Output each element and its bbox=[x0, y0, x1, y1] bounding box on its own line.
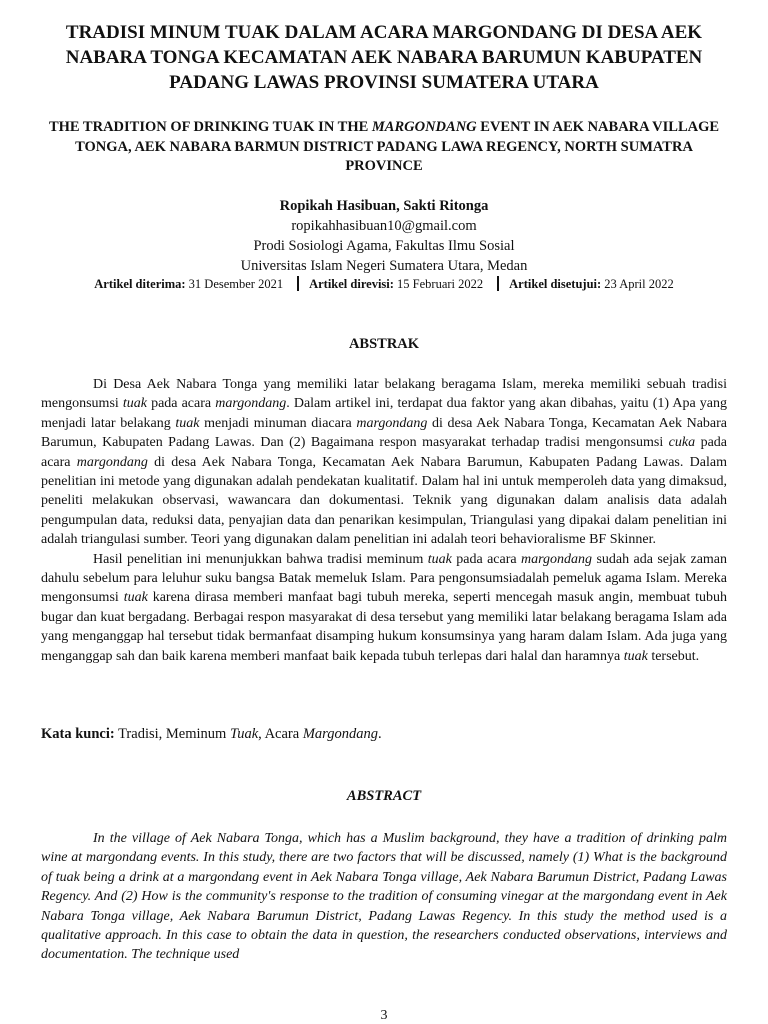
text-run: menjadi minuman diacara bbox=[199, 415, 357, 431]
italic-term: tuak bbox=[123, 590, 148, 606]
italic-term: margondang bbox=[76, 454, 148, 470]
text-run: di desa Aek Nabara Tonga, Kecamatan Aek Nabara Barumun, Kabupaten Padang Lawas. Dan (2) Bagaimana respon masyarakat terhadap tradisi mengonsumsi bbox=[41, 415, 727, 451]
text-run: Tradisi, Meminum bbox=[114, 726, 230, 742]
italic-term: tuak bbox=[427, 551, 452, 567]
text-run: tersebut. bbox=[647, 648, 700, 664]
author-university: Universitas Islam Negeri Sumatera Utara, Medan bbox=[240, 258, 528, 274]
abstrak-paragraph-2 bbox=[41, 550, 727, 666]
text-run: pada acara bbox=[41, 435, 727, 470]
abstract-body bbox=[41, 829, 727, 965]
keywords-line bbox=[41, 724, 727, 744]
italic-term: tuak bbox=[175, 415, 200, 431]
abstrak-heading: ABSTRAK bbox=[348, 336, 420, 352]
author-department: Prodi Sosiologi Agama, Fakultas Ilmu Sosial bbox=[253, 238, 515, 254]
italic-term: margondang bbox=[521, 551, 593, 567]
text-run: . Dalam artikel ini, terdapat dua faktor yang akan dibahas, yaitu (1) Apa yang menjadi latar belakang bbox=[41, 396, 727, 431]
italic-term: Margondang bbox=[302, 726, 379, 742]
abstract-paragraph-1: In the village of Aek Nabara Tonga, which has a Muslim background, they have a tradition of drinking palm wine at margondang events. In this study, there are two factors that will be discussed, namely (1) What is the background of tuak being a drink at a margondang event in Aek Nabara Tonga village, Aek Nabara Barumun District, Padang Lawas Regency. And (2) How is the community's response to the tradition of consuming vinegar at the margondang event in Aek Nabara Tonga village, Aek Nabara Barumun District, Padang Lawas Regency. In this study the method used is a qualitative approach. In this case to obtain the data in question, the researchers conducted observations, interviews and documentation. The technique used bbox=[41, 831, 727, 963]
title-english bbox=[40, 118, 728, 177]
accepted-label: Artikel disetujui: bbox=[509, 277, 602, 291]
author-email: ropikahhasibuan10@gmail.com bbox=[291, 218, 477, 234]
title-indonesian: TRADISI MINUM TUAK DALAM ACARA MARGONDANG DI DESA AEK NABARA TONGA KECAMATAN AEK NABARA BARUMUN KABUPATEN PADANG LAWAS PROVINSI SUMATERA UTARA bbox=[65, 22, 703, 93]
text-run: pada acara bbox=[146, 396, 216, 412]
abstrak-body bbox=[41, 375, 727, 666]
italic-term: Tuak bbox=[229, 726, 259, 742]
text-run: Di Desa Aek Nabara Tonga yang memiliki latar belakang beragama Islam, mereka memiliki sebuah tradisi mengonsumsi bbox=[41, 377, 727, 412]
title-english-part2: EVENT IN AEK NABARA VILLAGE TONGA, AEK NABARA BARMUN DISTRICT PADANG LAWA REGENCY, NORTH SUMATRA PROVINCE bbox=[75, 119, 720, 174]
text-run: pada acara bbox=[451, 551, 522, 567]
received-date: 31 Desember 2021 bbox=[188, 277, 284, 291]
revised-label: Artikel direvisi: bbox=[309, 277, 394, 291]
article-dates bbox=[40, 274, 728, 294]
keywords-label: Kata kunci: bbox=[41, 726, 115, 742]
text-run: sudah ada sejak zaman dahulu sebelum para leluhur suku bangsa Batak memeluk Islam. Para pengonsumsiadalah pemeluk agama Islam. Mereka mengonsumsi bbox=[41, 551, 728, 606]
italic-term: tuak bbox=[623, 648, 648, 664]
italic-term: margondang bbox=[215, 396, 287, 412]
abstract-heading: ABSTRACT bbox=[346, 788, 422, 804]
page-number: 3 bbox=[380, 1008, 388, 1023]
text-run: . bbox=[378, 726, 382, 742]
author-names: Ropikah Hasibuan, Sakti Ritonga bbox=[279, 198, 489, 214]
italic-term: cuka bbox=[668, 435, 696, 451]
text-run: karena dirasa memberi manfaat bagi tubuh mereka, seperti mencegah masuk angin, membuat tubuh bugar dan kuat bergadang. Berbagai respon masyarakat di desa tersebut yang memiliki latar belakang beragama Islam ada yang menganggap hal tersebut tidak bermanfaat disamping hukum konsumsinya yang haram dalam Islam. Ada juga yang menganggap sah dan baik karena memberi manfaat baik kepada tubuh terlepas dari halal dan haramnya bbox=[41, 590, 727, 664]
title-english-italic: MARGONDANG bbox=[371, 119, 477, 135]
author-block bbox=[0, 196, 768, 276]
text-run: di desa Aek Nabara Tonga, Kecamatan Aek Nabara Barumun, Kabupaten Padang Lawas. Dalam penelitian ini metode yang digunakan adalah pendekatan kualitatif. Dalam hal ini untuk memperoleh data yang dimaksud, peneliti melakukan observasi, wawancara dan dokumentasi. Teknik yang digunakan dalam analisis data adalah pengumpulan data, reduksi data, penyajian data dan penarikan kesimpulan, Triangulasi yang dipakai dalam penelitian ini adalah triangulasi sumber. Teori yang digunakan dalam penelitian ini adalah teori behavioralisme BF Skinner. bbox=[41, 454, 727, 548]
received-label: Artikel diterima: bbox=[94, 277, 186, 291]
title-english-part1: THE TRADITION OF DRINKING TUAK IN THE bbox=[48, 119, 372, 135]
keywords-list bbox=[115, 726, 382, 742]
italic-term: tuak bbox=[122, 396, 147, 412]
text-run: Hasil penelitian ini menunjukkan bahwa tradisi meminum bbox=[93, 551, 428, 567]
text-run: , Acara bbox=[258, 726, 303, 742]
italic-term: margondang bbox=[356, 415, 428, 431]
revised-date: 15 Februari 2022 bbox=[397, 277, 484, 291]
date-separator bbox=[497, 276, 499, 291]
abstrak-paragraph-1 bbox=[41, 375, 727, 550]
date-separator bbox=[297, 276, 299, 291]
accepted-date: 23 April 2022 bbox=[604, 277, 674, 291]
